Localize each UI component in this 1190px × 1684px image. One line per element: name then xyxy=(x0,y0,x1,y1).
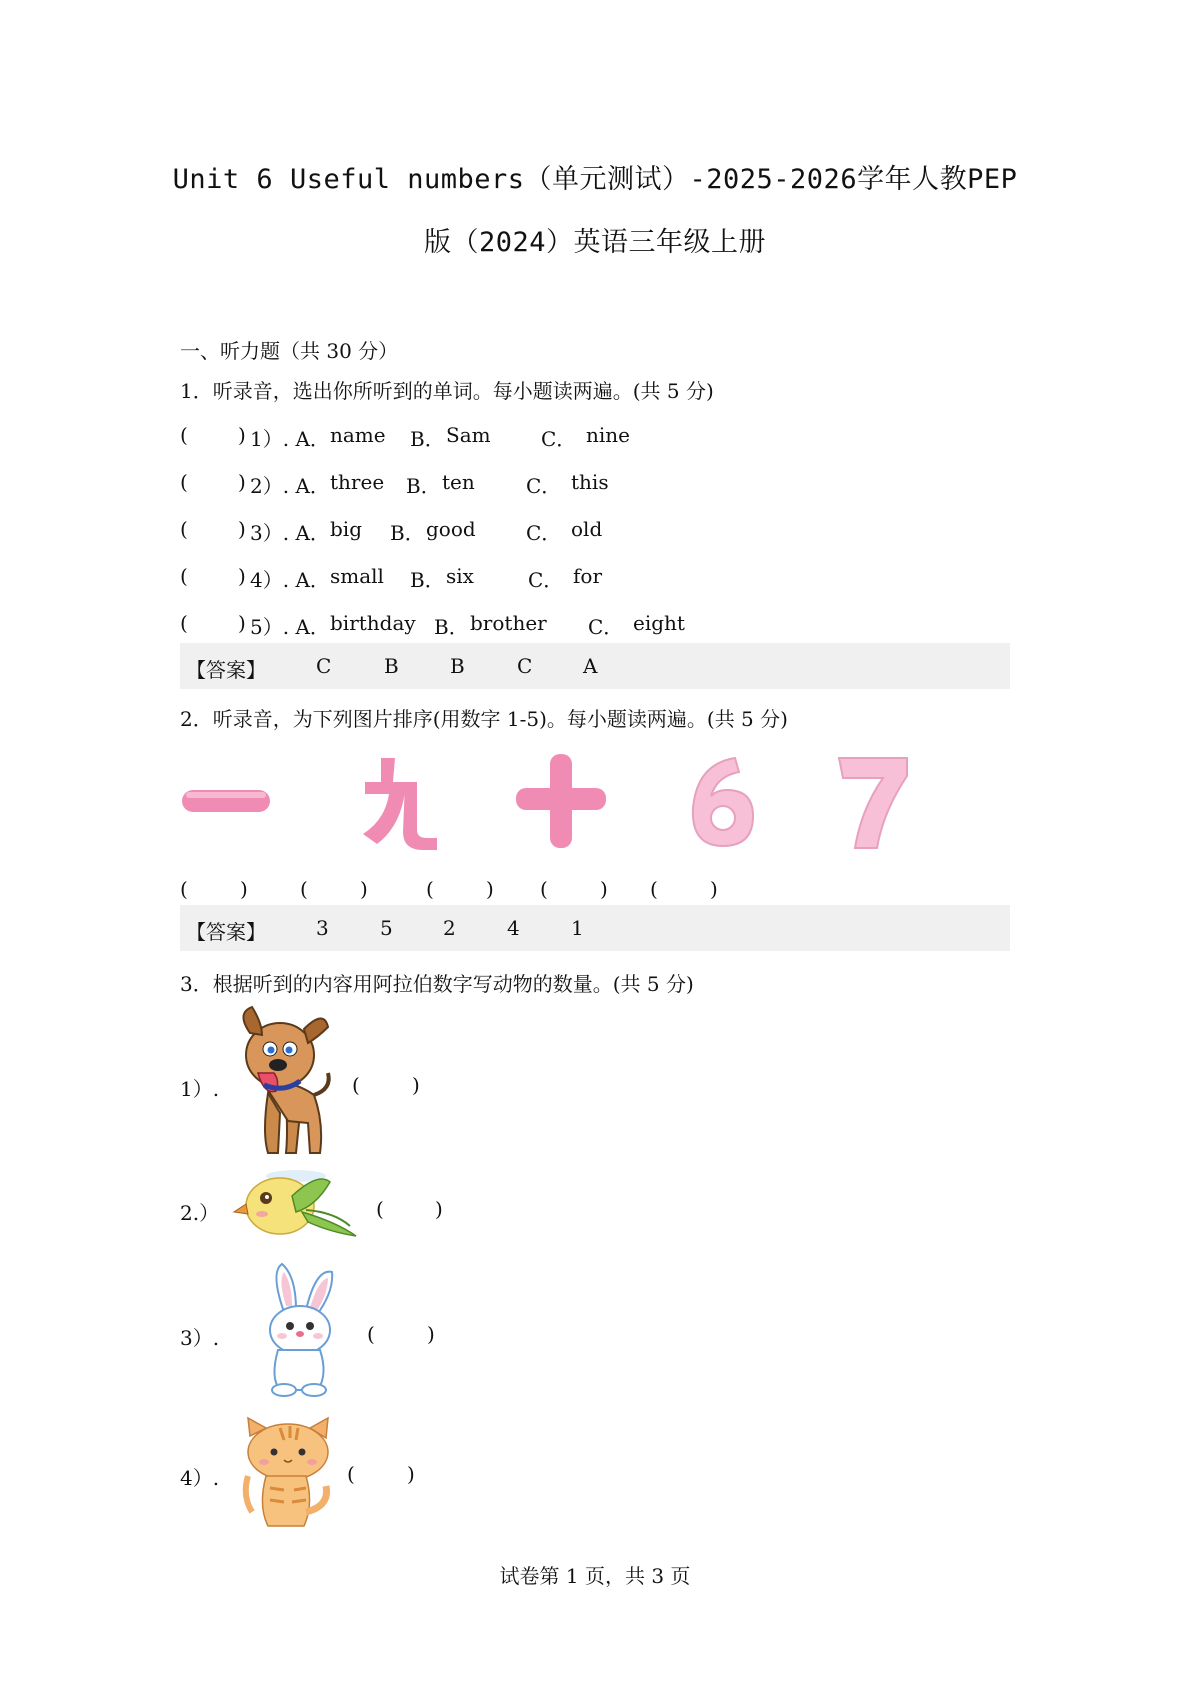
picture-jiu xyxy=(345,752,445,852)
q1-answer-label: 【答案】 xyxy=(186,658,266,682)
picture-six xyxy=(683,752,763,852)
q1-item2-num: 2）. A． xyxy=(250,474,330,498)
q1-item4-num: 4）. A． xyxy=(250,568,330,592)
q1-item4-c-label: C． xyxy=(528,568,564,592)
q2-blank-open-5: ( xyxy=(650,877,658,901)
rabbit-icon xyxy=(256,1262,346,1398)
q1-item3-num: 3）. A． xyxy=(250,521,330,545)
q2-blank-close-4: ) xyxy=(600,877,608,901)
doc-title-line1: Unit 6 Useful numbers（单元测试）-2025-2026学年人教PEP xyxy=(172,164,1018,195)
q1-item2-a: three xyxy=(330,470,385,494)
q1-prompt: 1．听录音，选出你所听到的单词。每小题读两遍。(共 5 分) xyxy=(180,379,714,403)
q3-item2-paren-close: ) xyxy=(435,1197,443,1221)
q1-item3-close: ) xyxy=(238,517,246,541)
q1-item5-close: ) xyxy=(238,611,246,635)
q2-prompt: 2．听录音，为下列图片排序(用数字 1-5)。每小题读两遍。(共 5 分) xyxy=(180,707,788,731)
q2-answer-4: 4 xyxy=(507,916,520,940)
q3-item2-paren-open: ( xyxy=(376,1197,384,1221)
q3-item4-paren-open: ( xyxy=(347,1462,355,1486)
q2-answer-3: 2 xyxy=(443,916,456,940)
q1-answer-bar xyxy=(180,643,1010,689)
picture-shi xyxy=(512,752,612,852)
q1-item5-b: brother xyxy=(470,611,547,635)
q3-item1-label: 1）. xyxy=(180,1077,220,1101)
q2-blank-close-2: ) xyxy=(360,877,368,901)
q2-answer-bar xyxy=(180,905,1010,951)
q1-item3-c: old xyxy=(571,517,603,541)
q1-item3-paren: ( xyxy=(180,517,188,541)
q1-item4-b-label: B． xyxy=(410,568,445,592)
q1-item4-c: for xyxy=(573,564,603,588)
q1-item1-b: Sam xyxy=(446,423,491,447)
q1-item3-b: good xyxy=(426,517,476,541)
q1-item2-close: ) xyxy=(238,470,246,494)
q3-item4-paren-close: ) xyxy=(407,1462,415,1486)
q1-item5-b-label: B． xyxy=(434,615,469,639)
q1-answer-3: B xyxy=(450,654,465,678)
q1-answer-1: C xyxy=(316,654,332,678)
q1-answer-5: A xyxy=(583,654,598,678)
q2-blank-close-3: ) xyxy=(486,877,494,901)
dog-icon xyxy=(228,1003,348,1163)
q3-item2-label: 2.） xyxy=(180,1201,220,1225)
q1-item2-c: this xyxy=(571,470,609,494)
q1-item2-b-label: B． xyxy=(406,474,441,498)
doc-title-line2: 版（2024）英语三年级上册 xyxy=(423,227,767,258)
q2-answer-5: 1 xyxy=(571,916,584,940)
q1-item1-paren: ( xyxy=(180,423,188,447)
q3-prompt: 3．根据听到的内容用阿拉伯数字写动物的数量。(共 5 分) xyxy=(180,972,694,996)
q3-item4-label: 4）. xyxy=(180,1466,220,1490)
q3-item1-paren-close: ) xyxy=(412,1073,420,1097)
q2-blank-open-2: ( xyxy=(300,877,308,901)
q2-answer-1: 3 xyxy=(316,916,329,940)
q1-item1-num: 1）. A． xyxy=(250,427,330,451)
q1-item4-a: small xyxy=(330,564,384,588)
q1-item1-close: ) xyxy=(238,423,246,447)
q1-item3-b-label: B． xyxy=(390,521,425,545)
page-footer: 试卷第 1 页，共 3 页 xyxy=(499,1564,691,1588)
picture-yi xyxy=(178,748,278,848)
q2-blank-open-3: ( xyxy=(426,877,434,901)
cat-icon xyxy=(240,1416,336,1530)
q3-item3-label: 3）. xyxy=(180,1326,220,1350)
q3-item3-paren-close: ) xyxy=(427,1322,435,1346)
q2-blank-open-1: ( xyxy=(180,877,188,901)
q1-item3-c-label: C． xyxy=(526,521,562,545)
q1-item5-a: birthday xyxy=(330,611,416,635)
q2-blank-close-1: ) xyxy=(240,877,248,901)
q1-item1-c-label: C． xyxy=(541,427,577,451)
q1-item4-b: six xyxy=(446,564,474,588)
q1-item2-b: ten xyxy=(442,470,475,494)
q3-item1-paren-open: ( xyxy=(352,1073,360,1097)
q2-blank-close-5: ) xyxy=(710,877,718,901)
q1-item1-a: name xyxy=(330,423,386,447)
q1-item2-c-label: C． xyxy=(526,474,562,498)
q1-answer-4: C xyxy=(517,654,533,678)
q1-item4-paren: ( xyxy=(180,564,188,588)
q1-item1-c: nine xyxy=(586,423,630,447)
q1-item5-paren: ( xyxy=(180,611,188,635)
q2-answer-2: 5 xyxy=(380,916,393,940)
q1-item5-c-label: C． xyxy=(588,615,624,639)
q1-item4-close: ) xyxy=(238,564,246,588)
q1-item1-b-label: B． xyxy=(410,427,445,451)
q2-answer-label: 【答案】 xyxy=(186,920,266,944)
picture-seven xyxy=(833,752,913,852)
q3-item3-paren-open: ( xyxy=(367,1322,375,1346)
q1-answer-2: B xyxy=(384,654,399,678)
q1-item5-c: eight xyxy=(633,611,685,635)
q1-item3-a: big xyxy=(330,517,363,541)
q1-item5-num: 5）. A． xyxy=(250,615,330,639)
section-heading: 一、听力题（共 30 分） xyxy=(180,339,399,363)
q2-blank-open-4: ( xyxy=(540,877,548,901)
q1-item2-paren: ( xyxy=(180,470,188,494)
bird-icon xyxy=(232,1166,362,1242)
